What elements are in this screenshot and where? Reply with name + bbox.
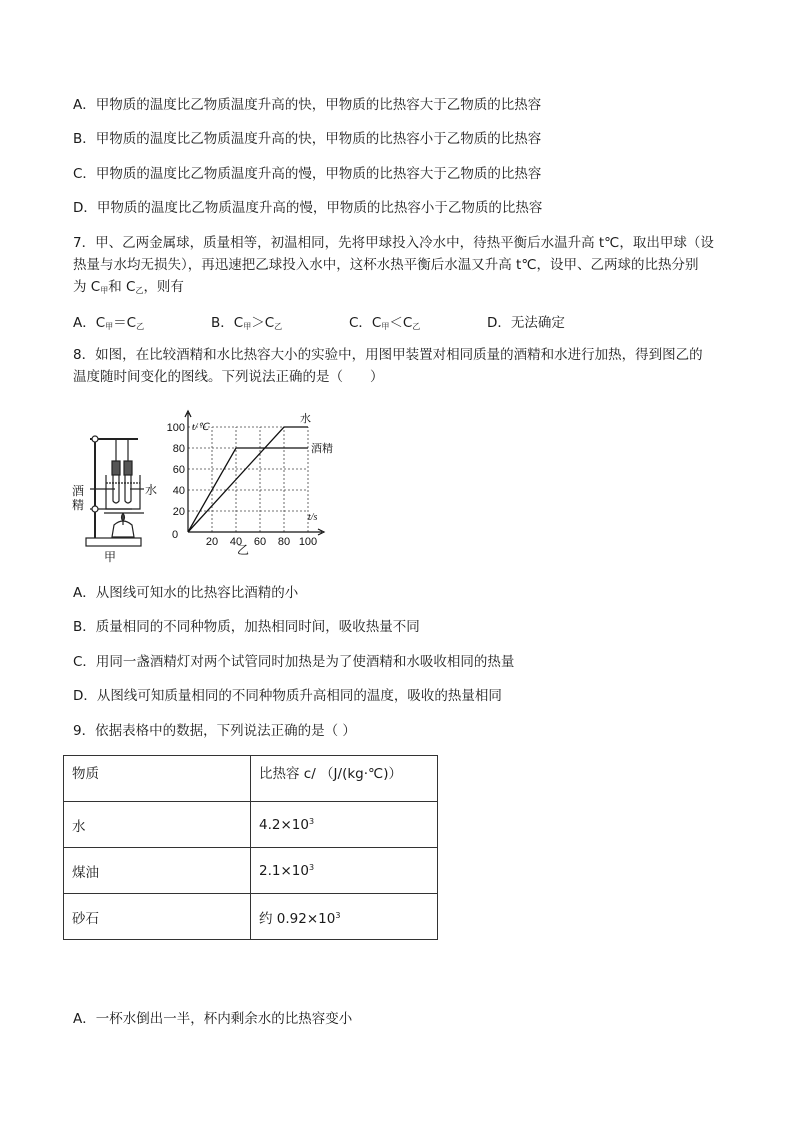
table-cell-substance: 砂石 — [64, 894, 251, 940]
y-tick-label: 40 — [172, 485, 185, 497]
q7-option-c: C．$C_甲<C_乙$ — [349, 315, 421, 331]
series-label-2: 酒精 — [311, 443, 333, 455]
x-tick-label: 100 — [298, 536, 318, 548]
q6-option-b: B．甲物质的温度比乙物质温度升高的快，甲物质的比热容小于乙物质的比热容 — [73, 131, 542, 147]
table-cell-value: 约 $0.92\times 10^3$ — [251, 894, 438, 940]
table-cell-substance: 煤油 — [64, 848, 251, 894]
label-alcohol-1: 酒 — [72, 484, 85, 498]
q8-stem-line1: 8．如图，在比较酒精和水比热容大小的实验中，用图甲装置对相同质量的酒精和水进行加热，得到图乙的 — [73, 347, 703, 363]
stand-base — [86, 538, 141, 546]
q7-stem-line2: 热量与水均无损失），再迅速把乙球投入水中，这杯水热平衡后水温又升高 t℃，设甲、乙两球的比热分别 — [73, 257, 699, 273]
q8-option-d: D．从图线可知质量相同的不同种物质升高相同的温度，吸收的热量相同 — [73, 688, 502, 704]
chart-y-axis-label: t/℃ — [192, 422, 209, 433]
x-tick-label: 40 — [229, 536, 243, 548]
y-tick-label: 60 — [172, 464, 185, 476]
table-row — [64, 894, 438, 940]
label-alcohol-2: 精 — [72, 498, 85, 512]
q8-option-b: B．质量相同的不同种物质，加热相同时间，吸收热量不同 — [73, 619, 420, 635]
q7-options — [73, 311, 593, 331]
y-tick-label: 80 — [172, 443, 185, 455]
chart-origin-label: 0 — [172, 529, 179, 541]
q6-option-a: A．甲物质的温度比乙物质温度升高的快，甲物质的比热容大于乙物质的比热容 — [73, 97, 542, 113]
temperature-time-chart — [160, 408, 340, 558]
heating-apparatus-figure — [68, 425, 168, 565]
series-label-1: 水 — [300, 413, 311, 425]
q6-option-d: D．甲物质的温度比乙物质温度升高的慢，甲物质的比热容小于乙物质的比热容 — [73, 200, 543, 216]
table-row — [64, 848, 438, 894]
q8-option-c: C．用同一盏酒精灯对两个试管同时加热是为了使酒精和水吸收相同的热量 — [73, 654, 515, 670]
x-tick-label: 60 — [253, 536, 267, 548]
x-tick-label: 20 — [205, 536, 219, 548]
y-tick-label: 100 — [166, 422, 185, 434]
table-row — [64, 802, 438, 848]
table-cell-value: $4.2\times 10^3$ — [251, 802, 438, 848]
series-line-1 — [188, 427, 308, 532]
caption-jia: 甲 — [104, 550, 117, 564]
q8-stem-line2: 温度随时间变化的图线。下列说法正确的是（ ） — [73, 369, 384, 385]
chart-grid — [188, 427, 308, 532]
q8-option-a: A．从图线可知水的比热容比酒精的小 — [73, 585, 299, 601]
table-header-specific-heat: 比热容 c/ （J/(kg·℃)） — [251, 756, 438, 802]
caption-yi: 乙 — [237, 543, 250, 557]
table-header-row — [64, 756, 438, 802]
table-header-substance: 物质 — [64, 756, 251, 802]
y-tick-label: 20 — [172, 506, 185, 518]
q9-stem: 9．依据表格中的数据，下列说法正确的是（ ） — [73, 723, 356, 739]
specific-heat-table — [63, 755, 438, 940]
chart-x-axis-label: t/s — [308, 512, 318, 523]
q7-option-b: B．$C_甲>C_乙$ — [211, 315, 283, 331]
table-cell-substance: 水 — [64, 802, 251, 848]
q6-option-c: C．甲物质的温度比乙物质温度升高的慢，甲物质的比热容大于乙物质的比热容 — [73, 166, 542, 182]
q7-option-d: D．无法确定 — [487, 315, 565, 331]
x-tick-label: 80 — [277, 536, 291, 548]
q7-stem-line1: 7．甲、乙两金属球，质量相等，初温相同，先将甲球投入冷水中，待热平衡后水温升高 t℃，取出甲球（设 — [73, 235, 714, 251]
q9-option-a: A．一杯水倒出一半，杯内剩余水的比热容变小 — [73, 1011, 353, 1027]
beaker — [106, 475, 140, 509]
q7-option-a: A．$C_甲=C_乙$ — [73, 315, 145, 331]
label-water: 水 — [145, 483, 158, 497]
q7-stem-line3: 为 $C_甲$和 $C_乙$，则有 — [73, 279, 184, 295]
table-cell-value: $2.1\times 10^3$ — [251, 848, 438, 894]
